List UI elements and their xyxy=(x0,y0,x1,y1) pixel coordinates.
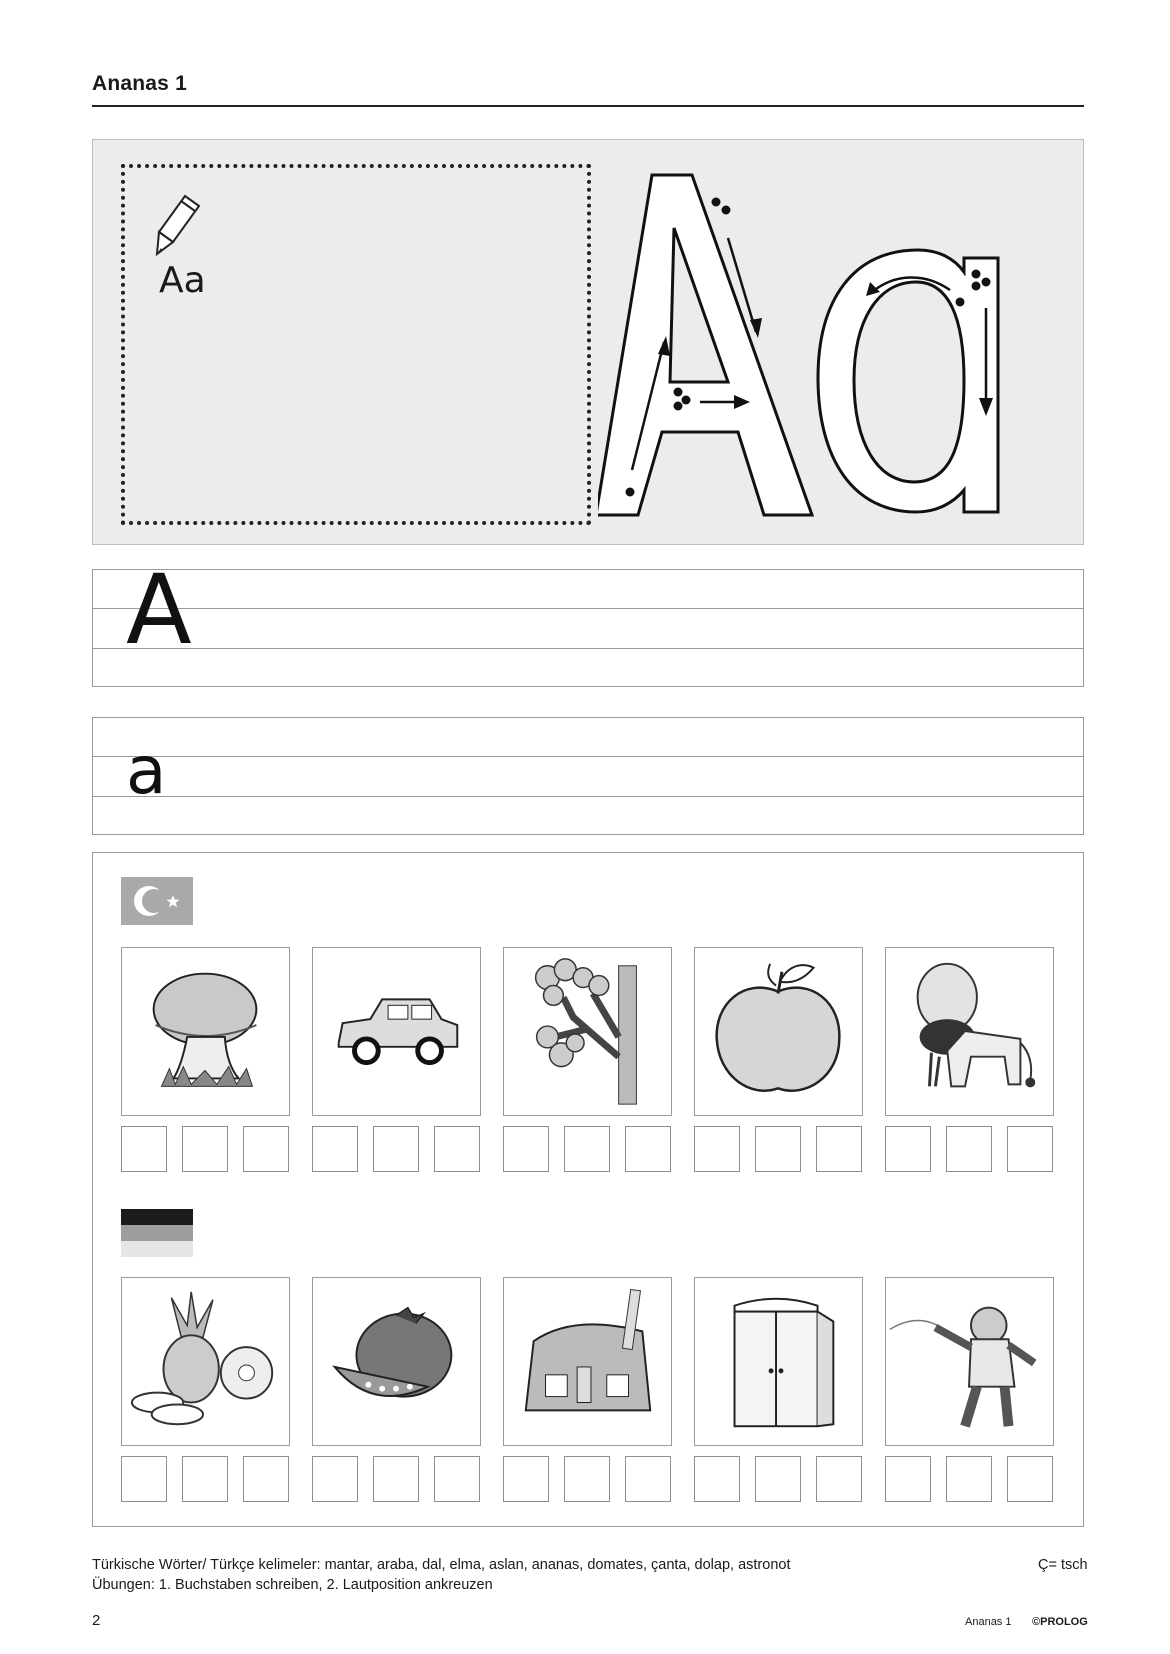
sound-position-checkbox[interactable] xyxy=(885,1456,931,1502)
picture-astronaut xyxy=(885,1277,1054,1446)
turkish-flag-icon xyxy=(121,877,193,925)
sound-position-checkbox[interactable] xyxy=(694,1126,740,1172)
picture-tomato xyxy=(312,1277,481,1446)
intro-panel xyxy=(92,139,1084,545)
footer-book-title: Ananas 1 xyxy=(965,1616,1012,1628)
sound-position-checkbox[interactable] xyxy=(625,1126,671,1172)
page-number: 2 xyxy=(92,1612,101,1629)
footer-exercises: Übungen: 1. Buchstaben schreiben, 2. Lautposition ankreuzen xyxy=(92,1577,493,1593)
guide-line xyxy=(93,608,1083,609)
header-rule xyxy=(92,105,1084,107)
sound-position-checkbox[interactable] xyxy=(121,1456,167,1502)
guide-line xyxy=(93,796,1083,797)
sound-position-checkbox[interactable] xyxy=(816,1126,862,1172)
sound-position-checkbox[interactable] xyxy=(816,1456,862,1502)
picture-wardrobe xyxy=(694,1277,863,1446)
guide-line xyxy=(93,756,1083,757)
sound-position-checkbox[interactable] xyxy=(694,1456,740,1502)
publisher-logo: ©PROLOG xyxy=(1032,1616,1088,1628)
footer-sound-hint: Ç= tsch xyxy=(1038,1557,1088,1573)
picture-car xyxy=(312,947,481,1116)
sound-position-checkbox[interactable] xyxy=(625,1456,671,1502)
sound-position-checkbox[interactable] xyxy=(885,1126,931,1172)
sound-position-checkbox[interactable] xyxy=(312,1126,358,1172)
practice-box-uppercase[interactable] xyxy=(92,554,1084,687)
sound-position-checkbox[interactable] xyxy=(121,1126,167,1172)
sound-position-checkbox[interactable] xyxy=(755,1126,801,1172)
sound-position-checkbox[interactable] xyxy=(1007,1456,1053,1502)
tracing-letters-aa xyxy=(598,160,1038,540)
sound-position-checkbox[interactable] xyxy=(243,1456,289,1502)
uppercase-model-letter: A xyxy=(126,554,192,666)
sound-position-checkbox[interactable] xyxy=(434,1126,480,1172)
sound-position-checkbox[interactable] xyxy=(312,1456,358,1502)
picture-mushroom xyxy=(121,947,290,1116)
sound-position-checkbox[interactable] xyxy=(434,1456,480,1502)
picture-lion xyxy=(885,947,1054,1116)
picture-pineapple xyxy=(121,1277,290,1446)
picture-apple xyxy=(694,947,863,1116)
picture-schoolbag xyxy=(503,1277,672,1446)
pencil-icon xyxy=(155,192,205,258)
sound-position-checkbox[interactable] xyxy=(503,1456,549,1502)
sound-position-checkbox[interactable] xyxy=(564,1456,610,1502)
sound-position-checkbox[interactable] xyxy=(946,1456,992,1502)
sound-position-checkbox[interactable] xyxy=(373,1126,419,1172)
page-title: Ananas 1 xyxy=(92,72,187,95)
guide-line xyxy=(93,648,1083,649)
sound-position-checkbox[interactable] xyxy=(564,1126,610,1172)
picture-tree-branch xyxy=(503,947,672,1116)
small-letters: Aa xyxy=(159,260,206,301)
sound-position-checkbox[interactable] xyxy=(946,1126,992,1172)
sound-position-checkbox[interactable] xyxy=(373,1456,419,1502)
sound-position-checkbox[interactable] xyxy=(1007,1126,1053,1172)
sound-position-checkbox[interactable] xyxy=(755,1456,801,1502)
lowercase-model-letter: a xyxy=(126,732,167,809)
drawing-frame[interactable] xyxy=(121,164,591,525)
footer-words: Türkische Wörter/ Türkçe kelimeler: mantar, araba, dal, elma, aslan, ananas, domates, çanta, dolap, astronot xyxy=(92,1557,791,1573)
practice-box-lowercase[interactable] xyxy=(92,717,1084,835)
german-flag-icon xyxy=(121,1209,193,1257)
sound-position-checkbox[interactable] xyxy=(182,1126,228,1172)
sound-position-checkbox[interactable] xyxy=(182,1456,228,1502)
sound-position-checkbox[interactable] xyxy=(503,1126,549,1172)
sound-position-checkbox[interactable] xyxy=(243,1126,289,1172)
exercise-panel xyxy=(92,852,1084,1527)
